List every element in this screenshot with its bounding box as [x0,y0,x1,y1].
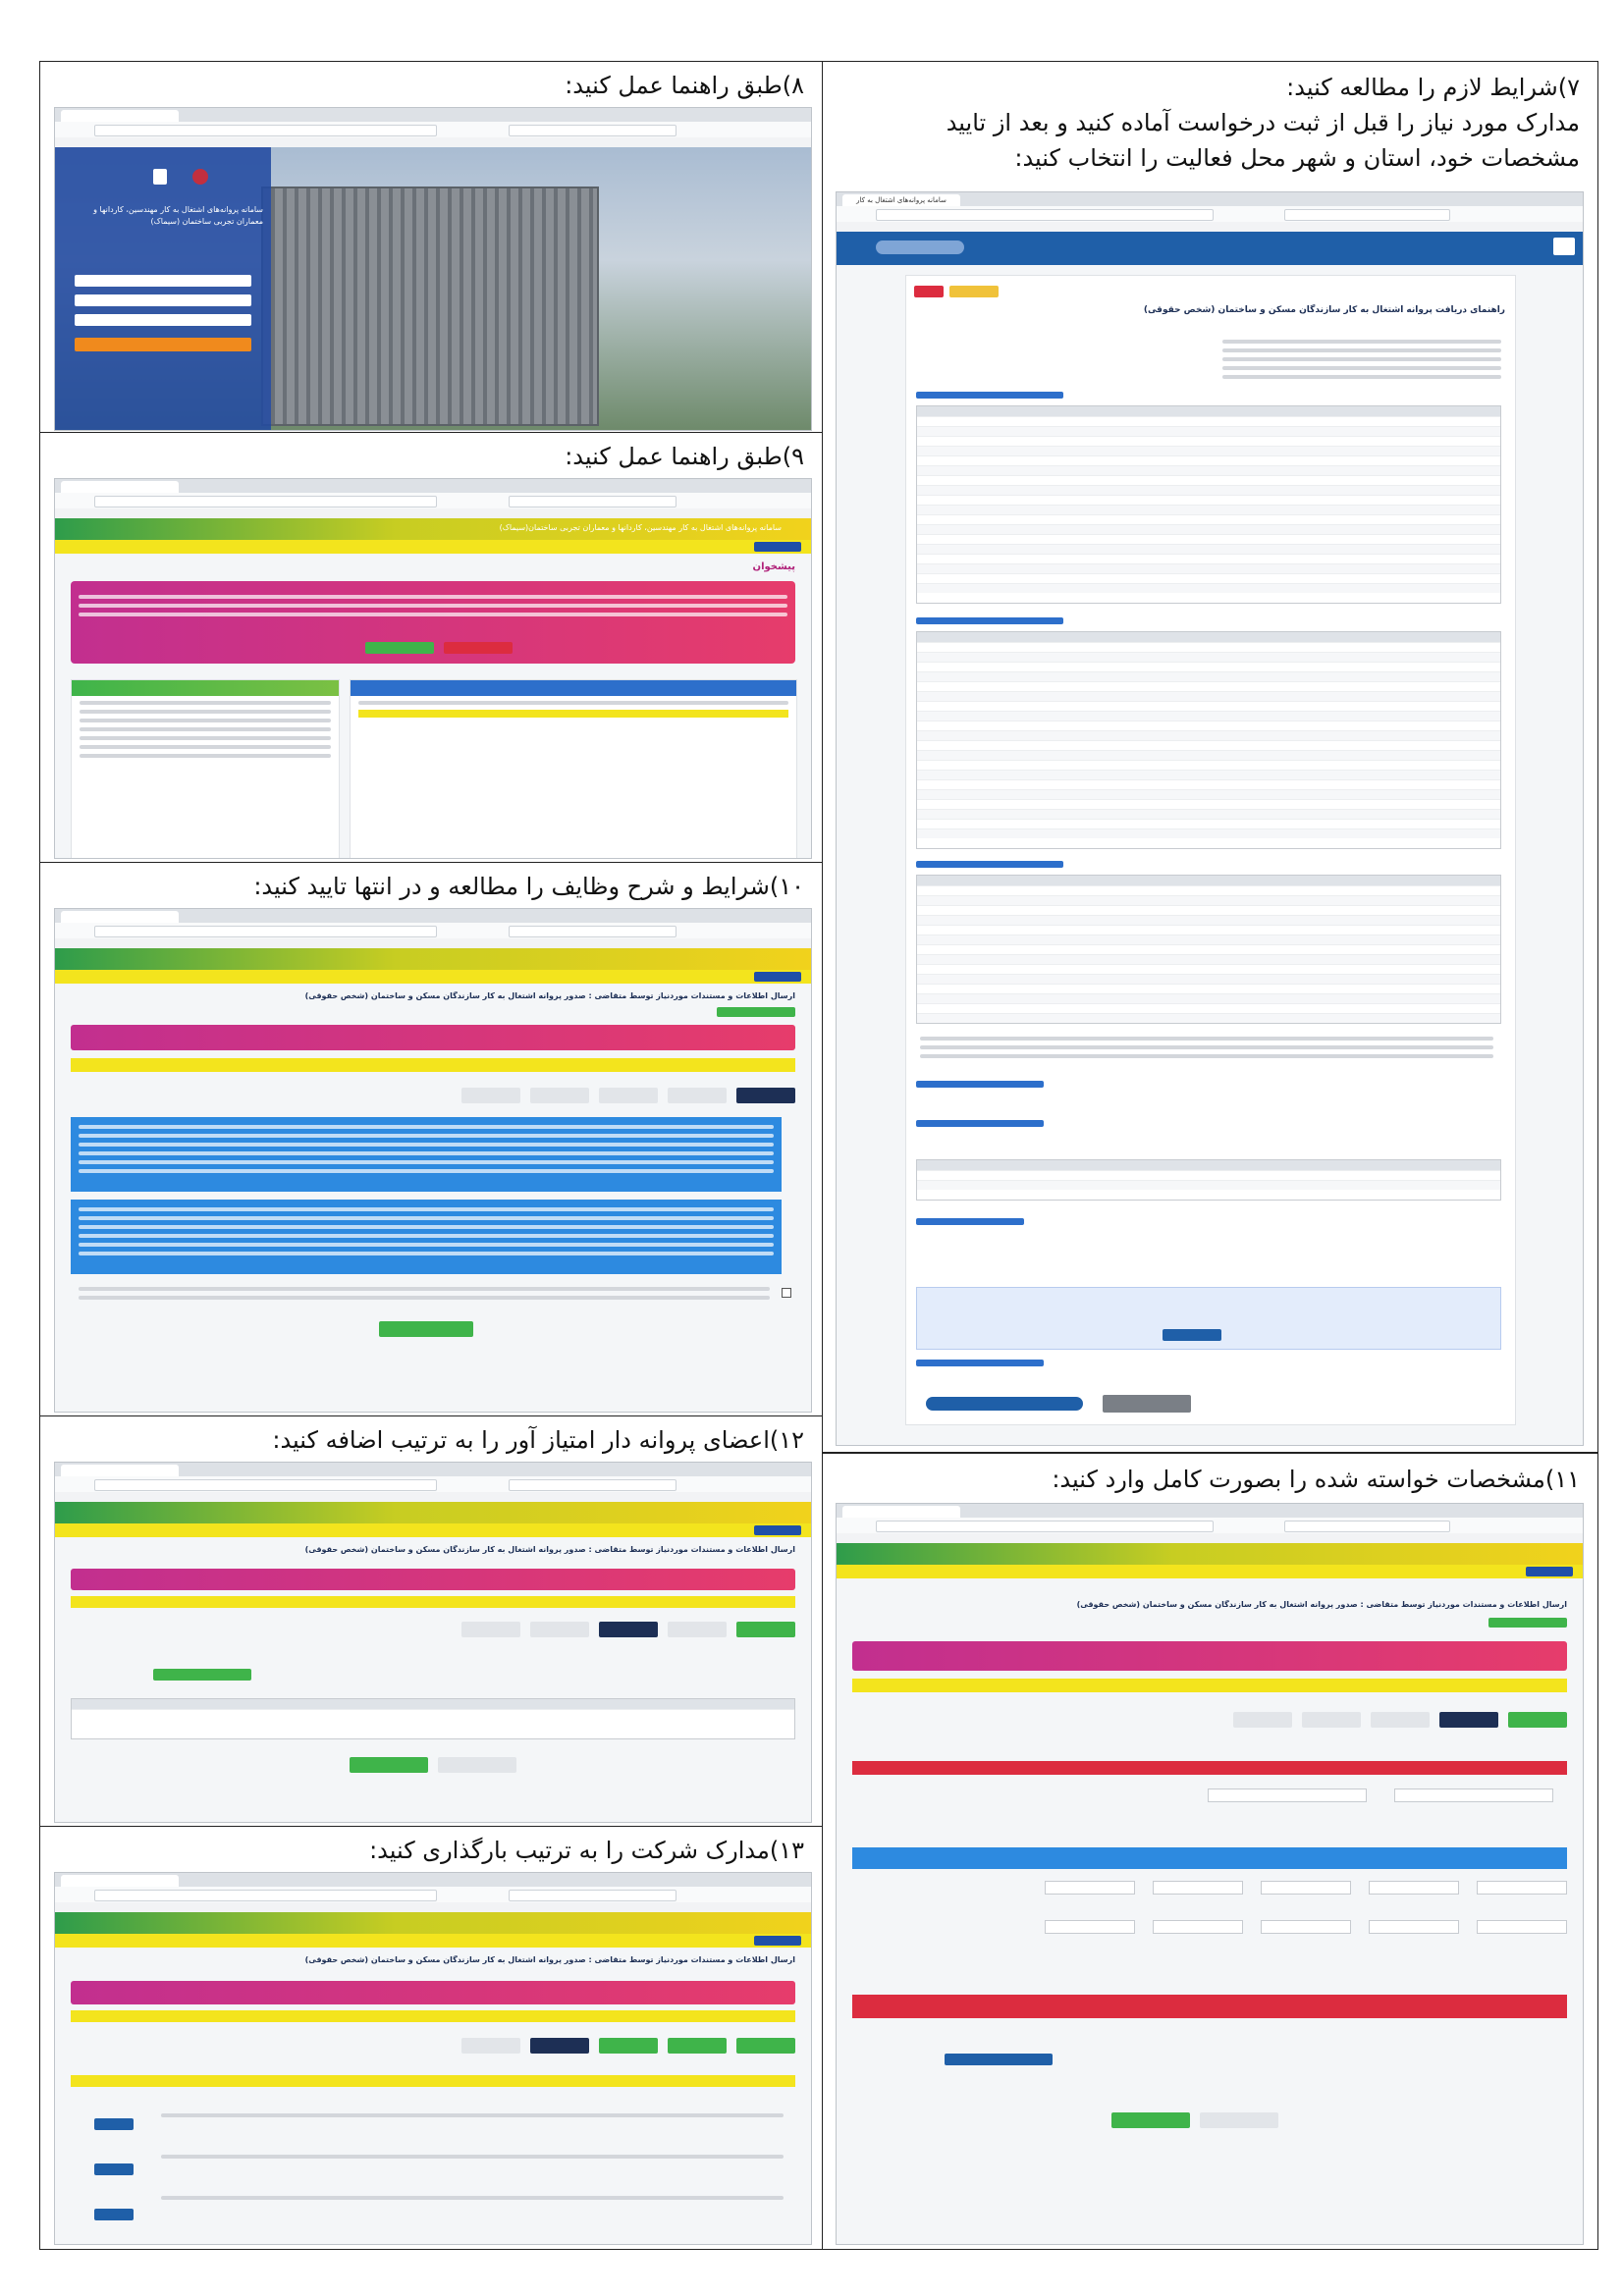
fees-table [916,1159,1501,1201]
step-7-line-2: مدارک مورد نیاز را قبل از ثبت درخواست آماده کنید و بعد از تایید [946,109,1580,136]
browser-search-input[interactable] [509,125,676,136]
step-8-screenshot [54,107,812,431]
browser-tab[interactable] [842,1506,960,1518]
step-11-title: ۱۱)مشخصات خواسته شده را بصورت کامل وارد کنید: [1052,1466,1580,1493]
accept-checkbox[interactable] [782,1288,791,1298]
site-header [55,1912,811,1934]
upload-button-3[interactable] [94,2209,134,2220]
previous-step-button[interactable] [1200,2112,1278,2128]
login-title: سامانه پروانه‌های اشتغال به کار مهندسین، کاردانها و معماران تجربی ساختمان (سیماک) [93,205,263,226]
yellow-nav [55,1523,811,1537]
submit-request-button[interactable] [926,1397,1083,1411]
url-field[interactable] [94,496,437,507]
url-field[interactable] [94,1479,437,1491]
panel-step-13 [39,1826,823,2250]
registry-warning [852,1995,1567,2018]
form-heading: ارسال اطلاعات و مستندات موردنیاز توسط متقاضی : صدور پروانه اشتغال به کار سازندگان مسکن و ساختمان (شخص حقوقی) [304,1545,795,1554]
notice-banner [71,1981,795,2004]
panel-step-8 [39,61,823,434]
step-10-screenshot [54,908,812,1413]
browser-search-input[interactable] [509,1479,676,1491]
login-form [55,147,271,430]
step-tabs[interactable] [1131,1710,1567,1732]
browser-tab[interactable] [61,1465,179,1476]
panel-step-12 [39,1415,823,1828]
more-info-button[interactable] [1163,1329,1221,1341]
step-tabs[interactable] [350,2036,795,2056]
form-heading: ارسال اطلاعات و مستندات موردنیاز توسط متقاضی : صدور پروانه اشتغال به کار سازندگان مسکن و ساختمان (شخص حقوقی) [304,991,795,1000]
step-9-title: ۹)طبق راهنما عمل کنید: [565,443,804,470]
building-image [261,187,599,426]
site-header [837,232,1583,265]
complete-request-button[interactable] [365,642,434,654]
browser-search-input[interactable] [509,1890,676,1901]
password-field[interactable] [75,294,251,306]
captcha-field[interactable] [75,314,251,326]
site-title: سامانه پروانه‌های اشتغال به کار مهندسین، کاردانها و معماران تجربی ساختمان(سیماک) [499,523,782,532]
company-info-header [852,1847,1567,1869]
step-8-title: ۸)طبق راهنما عمل کنید: [565,72,804,99]
browser-search-input[interactable] [509,496,676,507]
next-step-button[interactable] [379,1321,473,1337]
info-box [916,1287,1501,1350]
panel-step-11 [821,1453,1598,2250]
add-member-button[interactable] [153,1669,251,1681]
step-tabs[interactable] [350,1620,795,1639]
panel-step-9 [39,432,823,864]
site-header [837,1543,1583,1565]
dashboard-button[interactable] [754,1936,801,1946]
province-select[interactable] [1394,1789,1553,1802]
next-step-button[interactable] [350,1757,428,1773]
dashboard-button[interactable] [1526,1567,1573,1576]
login-button[interactable] [75,338,251,351]
browser-search-input[interactable] [1284,1521,1450,1532]
yellow-notice [71,1596,795,1608]
browser-search-input[interactable] [1284,209,1450,221]
step-7-title: ۷)شرایط لازم را مطالعه کنید: [1286,74,1580,101]
notice-banner [852,1641,1567,1671]
cancel-request-button[interactable] [444,642,513,654]
yellow-notice [71,1058,795,1072]
yellow-nav [55,540,811,554]
province-warning [852,1761,1567,1775]
form-heading: ارسال اطلاعات و مستندات موردنیاز توسط متقاضی : صدور پروانه اشتغال به کار سازندگان مسکن و ساختمان (شخص حقوقی) [1076,1600,1567,1609]
share-buttons[interactable] [949,286,999,297]
laws-table [916,875,1501,1024]
browser-tab[interactable] [61,911,179,923]
section-title: پیشخوان [752,561,795,572]
yellow-notice [71,2010,795,2022]
browser-tab[interactable] [61,1875,179,1887]
site-header [55,948,811,970]
ministry-logo [153,169,167,185]
step-tabs[interactable] [350,1086,795,1105]
city-select[interactable] [1208,1789,1367,1802]
panel-step-10 [39,862,823,1417]
yellow-nav [837,1565,1583,1578]
request-alert [71,581,795,664]
conditions-box [71,1117,782,1192]
status-badge [717,1007,795,1017]
url-field[interactable] [876,209,1214,221]
step-9-screenshot [54,478,812,859]
yellow-nav [55,1934,811,1948]
site-logo [1553,238,1575,255]
announcements-card [71,679,340,859]
dashboard-button[interactable] [754,1525,801,1535]
step-7-caption [834,70,1580,176]
browser-tab[interactable]: سامانه پروانه‌های اشتغال به کار [842,194,960,206]
conditions-table [916,405,1501,604]
notice-banner [71,1025,795,1050]
guide-card [905,275,1516,1425]
notice-banner [71,1569,795,1590]
emblem-logo [192,169,208,185]
browser-tab[interactable] [61,481,179,493]
upload-button-1[interactable] [94,2118,134,2130]
url-field[interactable] [94,125,437,136]
step-12-screenshot [54,1462,812,1823]
yellow-notice [852,1679,1567,1692]
site-header [55,1502,811,1523]
site-header [55,518,811,540]
step-7-screenshot [836,191,1584,1446]
apply-button[interactable] [914,286,944,297]
step-11-screenshot [836,1503,1584,2245]
browser-search-input[interactable] [509,926,676,937]
dashboard-button[interactable] [754,972,801,982]
step-10-title: ۱۰)شرایط و شرح وظایف را مطالعه و در انتها تایید کنید: [253,873,804,900]
guide-heading: راهنمای دریافت پروانه اشتغال به کار سازندگان مسکن و ساختمان (شخص حقوقی) [1143,305,1505,315]
duties-box [71,1200,782,1274]
dashboard-button[interactable] [754,542,801,552]
url-field[interactable] [94,1890,437,1901]
step-12-title: ۱۲)اعضای پروانه دار امتیاز آور را به ترتیب اضافه کنید: [272,1426,804,1454]
browser-tab[interactable] [61,110,179,122]
login-hero [55,147,811,430]
form-heading: ارسال اطلاعات و مستندات موردنیاز توسط متقاضی : صدور پروانه اشتغال به کار سازندگان مسکن و ساختمان (شخص حقوقی) [304,1955,795,1964]
upload-note [71,2075,795,2087]
next-step-button[interactable] [1111,2112,1190,2128]
documents-table [916,631,1501,849]
panel-step-7 [821,61,1598,1453]
status-badge [1488,1618,1567,1628]
requests-card [350,679,797,859]
step-7-line-3: مشخصات خود، استان و شهر محل فعالیت را انتخاب کنید: [1014,144,1580,172]
captcha [1103,1395,1191,1413]
step-13-title: ۱۳)مدارک شرکت را به ترتیب بارگذاری کنید: [369,1837,804,1864]
yellow-nav [55,970,811,984]
registry-lookup-button[interactable] [945,2054,1053,2065]
url-field[interactable] [876,1521,1214,1532]
url-field[interactable] [94,926,437,937]
step-13-screenshot [54,1872,812,2245]
username-field[interactable] [75,275,251,287]
company-fields[interactable] [852,1881,1567,1969]
members-table [71,1698,795,1739]
previous-step-button[interactable] [438,1757,516,1773]
upload-button-2[interactable] [94,2163,134,2175]
